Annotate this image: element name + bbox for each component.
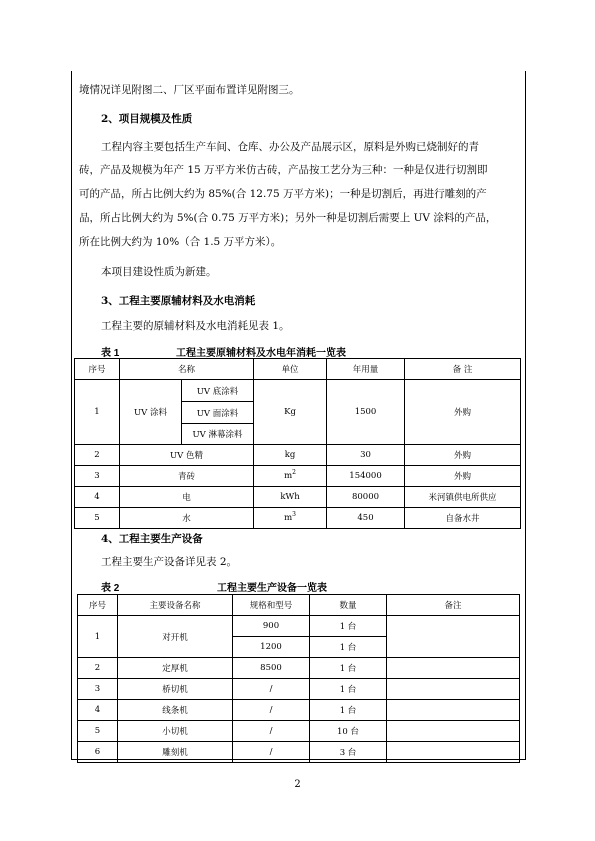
- seq-cell: 5: [78, 721, 118, 742]
- materials-table: [74, 358, 521, 529]
- paragraph-line: 品，所占比例大约为 5%(合 0.75 万平方米)；另外一种是切割后需要上 UV 涂料的产品，: [79, 212, 497, 224]
- seq-cell: 4: [75, 487, 120, 508]
- page-number: 2: [294, 779, 301, 790]
- note-cell: 外购: [405, 380, 521, 445]
- name-cell: 桥切机: [118, 679, 233, 700]
- spec-cell: /: [233, 721, 310, 742]
- name-cell: UV 涂料: [120, 380, 182, 445]
- amount-cell: 154000: [327, 466, 405, 487]
- table-row: [78, 658, 520, 679]
- name-cell: 对开机: [118, 616, 233, 658]
- table-header-row: [75, 359, 521, 380]
- name-cell: 定厚机: [118, 658, 233, 679]
- unit-text: m: [284, 513, 293, 523]
- unit-text: m: [284, 471, 293, 481]
- spec-cell: 1200: [233, 637, 310, 658]
- note-cell: [387, 658, 520, 679]
- amount-cell: 450: [327, 508, 405, 529]
- seq-cell: 5: [75, 508, 120, 529]
- note-cell: [387, 721, 520, 742]
- spec-cell: /: [233, 700, 310, 721]
- unit-cell: [254, 508, 327, 529]
- name-cell: 水: [120, 508, 254, 529]
- unit-cell: [254, 466, 327, 487]
- name-cell: 电: [120, 487, 254, 508]
- qty-cell: 1 台: [310, 637, 387, 658]
- spec-cell: 900: [233, 616, 310, 637]
- paragraph-line: 砖，产品及规模为年产 15 万平方米仿古砖，产品按工艺分为三种：一种是仅进行切割即: [79, 164, 488, 176]
- note-cell: 自备水井: [405, 508, 521, 529]
- unit-superscript: 3: [292, 511, 296, 519]
- subitem-cell: UV 淋幕涂料: [182, 424, 254, 445]
- header-cell: 数量: [310, 595, 387, 616]
- seq-cell: 4: [78, 700, 118, 721]
- table-row: [75, 445, 521, 466]
- name-cell: 雕刻机: [118, 742, 233, 763]
- header-cell: 名称: [120, 359, 254, 380]
- table-row: [75, 487, 521, 508]
- header-cell: 主要设备名称: [118, 595, 233, 616]
- section-heading-scale: 2、项目规模及性质: [101, 113, 193, 125]
- seq-cell: 3: [75, 466, 120, 487]
- header-cell: 单位: [254, 359, 327, 380]
- unit-superscript: 2: [292, 469, 296, 477]
- qty-cell: 10 台: [310, 721, 387, 742]
- table2-title: 工程主要生产设备一览表: [217, 583, 327, 594]
- qty-cell: 1 台: [310, 616, 387, 637]
- table-row: [75, 380, 521, 402]
- paragraph-nature: 本项目建设性质为新建。: [101, 266, 217, 278]
- qty-cell: 1 台: [310, 658, 387, 679]
- paragraph-table1-ref: 工程主要的原辅材料及水电消耗见表 1。: [101, 320, 290, 332]
- unit-cell: Kg: [254, 380, 327, 445]
- subitem-cell: UV 面涂料: [182, 402, 254, 424]
- note-cell: 米河镇供电所供应: [405, 487, 521, 508]
- spec-cell: /: [233, 679, 310, 700]
- note-cell: 外购: [405, 445, 521, 466]
- spec-cell: /: [233, 742, 310, 763]
- seq-cell: 2: [75, 445, 120, 466]
- subitem-cell: UV 底涂料: [182, 380, 254, 402]
- intro-line: 境情况详见附图二、厂区平面布置详见附图三。: [79, 84, 300, 96]
- name-cell: UV 色精: [120, 445, 254, 466]
- table-row: [78, 679, 520, 700]
- name-cell: 青砖: [120, 466, 254, 487]
- section-heading-materials: 3、工程主要原辅材料及水电消耗: [101, 295, 256, 307]
- table1-number: 表 1: [101, 348, 120, 359]
- name-cell: 小切机: [118, 721, 233, 742]
- seq-cell: 1: [75, 380, 120, 445]
- qty-cell: 1 台: [310, 679, 387, 700]
- note-cell: [387, 742, 520, 763]
- header-cell: 备 注: [405, 359, 521, 380]
- qty-cell: 1 台: [310, 700, 387, 721]
- note-cell: [387, 616, 520, 658]
- table-row: [78, 721, 520, 742]
- note-cell: [387, 700, 520, 721]
- equipment-table: [77, 594, 520, 763]
- paragraph-line: 可的产品，所占比例大约为 85%(合 12.75 万平方米)；一种是切割后，再进行雕刻的产: [79, 188, 487, 200]
- header-cell: 规格和型号: [233, 595, 310, 616]
- table-row: [78, 742, 520, 763]
- section-heading-equipment: 4、工程主要生产设备: [101, 533, 203, 545]
- paragraph-table2-ref: 工程主要生产设备详见表 2。: [101, 556, 238, 568]
- seq-cell: 3: [78, 679, 118, 700]
- paragraph-line: 所在比例大约为 10%（合 1.5 万平方米）。: [79, 236, 282, 248]
- amount-cell: 80000: [327, 487, 405, 508]
- header-cell: 序号: [78, 595, 118, 616]
- qty-cell: 3 台: [310, 742, 387, 763]
- amount-cell: 1500: [327, 380, 405, 445]
- note-cell: [387, 679, 520, 700]
- unit-cell: kWh: [254, 487, 327, 508]
- table-row: [78, 616, 520, 637]
- seq-cell: 2: [78, 658, 118, 679]
- table-row: [78, 700, 520, 721]
- table-row: [75, 508, 521, 529]
- paragraph-line: 工程内容主要包括生产车间、仓库、办公及产品展示区，原料是外购已烧制好的青: [101, 141, 479, 153]
- seq-cell: 1: [78, 616, 118, 658]
- header-cell: 备注: [387, 595, 520, 616]
- name-cell: 线条机: [118, 700, 233, 721]
- seq-cell: 6: [78, 742, 118, 763]
- note-cell: 外购: [405, 466, 521, 487]
- header-cell: 年用量: [327, 359, 405, 380]
- spec-cell: 8500: [233, 658, 310, 679]
- header-cell: 序号: [75, 359, 120, 380]
- table1-title: 工程主要原辅材料及水电年消耗一览表: [176, 348, 346, 359]
- unit-cell: kg: [254, 445, 327, 466]
- table2-number: 表 2: [101, 583, 120, 594]
- table-row: [75, 466, 521, 487]
- table-header-row: [78, 595, 520, 616]
- amount-cell: 30: [327, 445, 405, 466]
